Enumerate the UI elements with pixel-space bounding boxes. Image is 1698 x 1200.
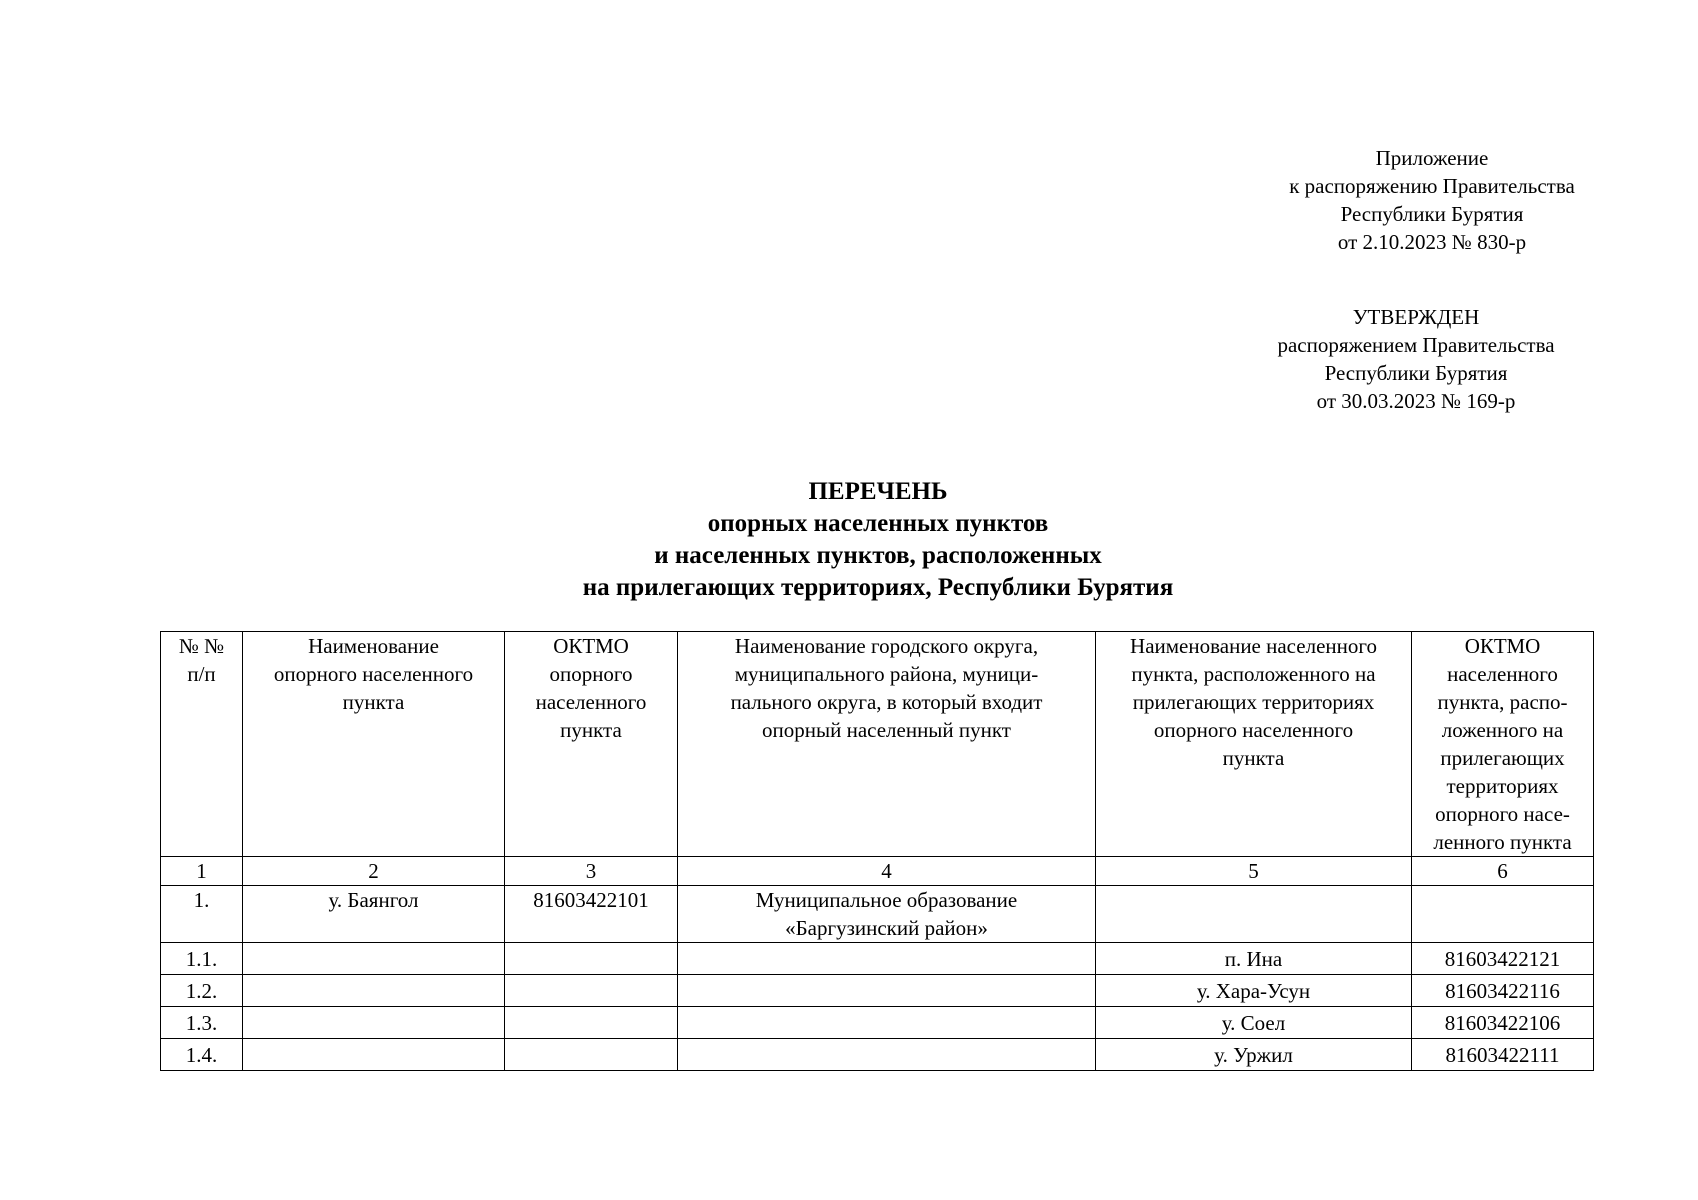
- header-line: муниципального района, муници-: [734, 662, 1039, 686]
- appendix-line: Приложение: [1375, 146, 1489, 170]
- adjacent-settlement-oktmo: 81603422106: [1412, 1007, 1594, 1039]
- base-settlement-oktmo: 81603422101: [505, 886, 678, 943]
- title-line: ПЕРЕЧЕНЬ: [808, 478, 948, 505]
- column-number: 4: [678, 857, 1096, 886]
- header-line: пального округа, в который входит: [730, 690, 1043, 714]
- header-line: пункта: [560, 718, 622, 742]
- header-line: Наименование: [308, 634, 439, 658]
- adjacent-settlement-oktmo: 81603422116: [1412, 975, 1594, 1007]
- district-line: Муниципальное образование: [755, 888, 1018, 912]
- district-line: «Баргузинский район»: [785, 916, 988, 940]
- empty-cell: [243, 1039, 505, 1071]
- header-line: № №: [178, 634, 225, 658]
- approval-line: УТВЕРЖДЕН: [1352, 305, 1480, 329]
- table-row: [161, 1039, 1594, 1071]
- title-line: на прилегающих территориях, Республики Бурятия: [582, 574, 1174, 601]
- header-line: ленного пункта: [1433, 830, 1572, 854]
- column-number: 1: [161, 857, 243, 886]
- document-title: [160, 476, 1596, 604]
- adjacent-settlement-name: п. Ина: [1096, 943, 1412, 975]
- table-row: [161, 943, 1594, 975]
- appendix-line: от 2.10.2023 № 830-р: [1337, 230, 1527, 254]
- adjacent-settlement-name: у. Хара-Усун: [1096, 975, 1412, 1007]
- empty-cell: [505, 975, 678, 1007]
- appendix-line: к распоряжению Правительства: [1289, 174, 1575, 198]
- header-adjacent-settlement: [1096, 632, 1412, 857]
- approval-line: Республики Бурятия: [1324, 361, 1508, 385]
- appendix-line: Республики Бурятия: [1340, 202, 1524, 226]
- header-line: Наименование населенного: [1130, 634, 1377, 658]
- header-line: пункта: [1222, 746, 1285, 770]
- column-number: 5: [1096, 857, 1412, 886]
- header-line: опорный населенный пункт: [762, 718, 1011, 742]
- column-number-row: [161, 857, 1594, 886]
- table-row: [161, 886, 1594, 943]
- empty-cell: [678, 1007, 1096, 1039]
- header-line: прилегающих: [1440, 746, 1565, 770]
- title-line: опорных населенных пунктов: [707, 510, 1049, 537]
- approval-line: от 30.03.2023 № 169-р: [1316, 389, 1516, 413]
- header-line: п/п: [187, 662, 216, 686]
- adjacent-settlement-oktmo: 81603422121: [1412, 943, 1594, 975]
- header-adjacent-oktmo: [1412, 632, 1594, 857]
- header-line: Наименование городского округа,: [734, 634, 1039, 658]
- header-line: пункта: [342, 690, 405, 714]
- header-line: опорного населенного: [273, 662, 474, 686]
- row-number: 1.3.: [161, 1007, 243, 1039]
- empty-cell: [505, 1039, 678, 1071]
- title-line: и населенных пунктов, расположенных: [654, 542, 1102, 569]
- empty-cell: [678, 943, 1096, 975]
- empty-cell: [505, 1007, 678, 1039]
- column-number: 2: [243, 857, 505, 886]
- header-base-settlement: [243, 632, 505, 857]
- column-number: 3: [505, 857, 678, 886]
- adjacent-settlement-name: у. Уржил: [1096, 1039, 1412, 1071]
- settlements-table: [160, 631, 1594, 1071]
- empty-cell: [678, 1039, 1096, 1071]
- header-line: ОКТМО: [1464, 634, 1541, 658]
- header-line: опорного населенного: [1153, 718, 1354, 742]
- header-line: ложенного на: [1441, 718, 1564, 742]
- row-number: 1.2.: [161, 975, 243, 1007]
- adjacent-settlement-name: у. Соел: [1096, 1007, 1412, 1039]
- header-line: ОКТМО: [553, 634, 629, 658]
- header-line: пункта, распо-: [1437, 690, 1568, 714]
- header-line: опорного насе-: [1435, 802, 1570, 826]
- row-number: 1.1.: [161, 943, 243, 975]
- table-row: [161, 1007, 1594, 1039]
- row-number: 1.4.: [161, 1039, 243, 1071]
- header-line: территориях: [1446, 774, 1559, 798]
- empty-cell: [678, 975, 1096, 1007]
- header-line: населенного: [1447, 662, 1558, 686]
- table-header-row: [161, 632, 1594, 857]
- empty-cell: [243, 975, 505, 1007]
- header-line: населенного: [535, 690, 647, 714]
- header-line: опорного: [549, 662, 633, 686]
- empty-cell: [243, 943, 505, 975]
- header-district: [678, 632, 1096, 857]
- adjacent-settlement-name: [1096, 886, 1412, 943]
- district-name: [678, 886, 1096, 943]
- empty-cell: [505, 943, 678, 975]
- approval-block: [1206, 303, 1626, 415]
- empty-cell: [243, 1007, 505, 1039]
- column-number: 6: [1412, 857, 1594, 886]
- header-line: прилегающих территориях: [1132, 690, 1375, 714]
- table-row: [161, 975, 1594, 1007]
- header-number: [161, 632, 243, 857]
- approval-line: распоряжением Правительства: [1277, 333, 1555, 357]
- header-line: пункта, расположенного на: [1131, 662, 1376, 686]
- adjacent-settlement-oktmo: [1412, 886, 1594, 943]
- row-number: 1.: [161, 886, 243, 943]
- appendix-block: [1222, 144, 1642, 256]
- adjacent-settlement-oktmo: 81603422111: [1412, 1039, 1594, 1071]
- base-settlement-name: у. Баянгол: [243, 886, 505, 943]
- header-base-oktmo: [505, 632, 678, 857]
